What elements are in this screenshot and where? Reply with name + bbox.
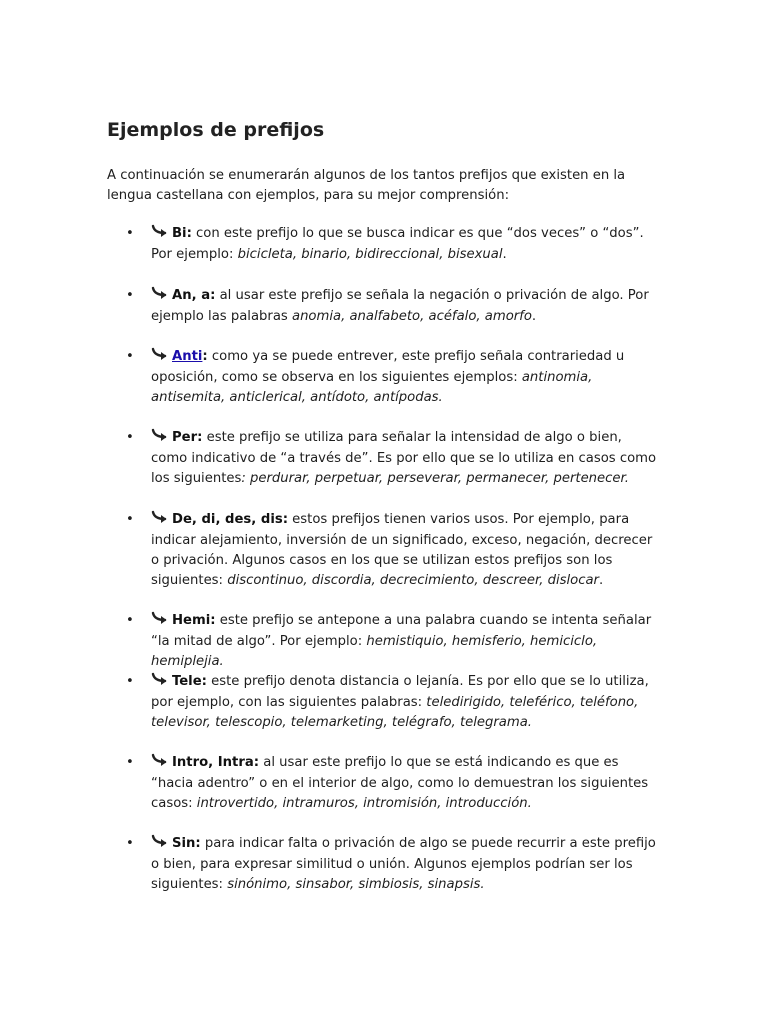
prefix-examples: introvertido, intramuros, intromisión, introducción.: [196, 796, 532, 811]
prefix-examples: discontinuo, discordia, decrecimiento, descreer, dislocar: [227, 573, 599, 588]
sentence-end: .: [531, 309, 537, 324]
bullet-icon: •: [126, 512, 134, 527]
prefix-description: como ya se puede entrever, este prefijo señala contrariedad u oposición, como se observa en los siguientes ejemplos:: [151, 349, 625, 385]
prefix-description: este prefijo se utiliza para señalar la intensidad de algo o bien, como indicativo de “a través de”. Es por ello que se lo utiliza en casos como los siguientes: [151, 430, 657, 486]
prefix-term: Per:: [172, 430, 203, 445]
bullet-icon: •: [126, 613, 134, 628]
bullet-icon: •: [126, 755, 134, 770]
sentence-end: .: [502, 247, 507, 262]
list-item-text: [151, 286, 661, 327]
bullet-icon: •: [126, 674, 134, 689]
prefix-description: este prefijo se antepone a una palabra cuando se intenta señalar “la mitad de algo”. Por ejemplo:: [151, 613, 652, 649]
prefix-description: para indicar falta o privación de algo se puede recurrir a este prefijo o bien, para expresar similitud o unión. Algunos ejemplos podrían ser los siguientes:: [151, 836, 656, 892]
prefix-term: Intro, Intra:: [172, 755, 260, 770]
list-item-text: [151, 834, 661, 895]
prefix-examples: sinónimo, sinsabor, simbiosis, sinapsis.: [227, 877, 485, 892]
prefix-examples: hemistiquio, hemisferio, hemiciclo, hemiplejia.: [151, 634, 598, 669]
prefix-examples: bicicleta, binario, bidireccional, bisexual: [237, 247, 503, 262]
prefix-examples: anomia, analfabeto, acéfalo, amorfo: [291, 309, 532, 324]
curved-arrow-icon: [151, 428, 171, 449]
prefix-examples: : perdurar, perpetuar, perseverar, permanecer, pertenecer.: [241, 471, 629, 486]
curved-arrow-icon: [151, 611, 171, 632]
page-title: Ejemplos de prefijos: [107, 119, 325, 141]
prefix-description: al usar este prefijo se señala la negación o privación de algo. Por ejemplo las palabras: [151, 288, 649, 324]
prefix-term: Sin:: [172, 836, 201, 851]
list-item-text: [151, 347, 661, 408]
bullet-icon: •: [126, 288, 134, 303]
bullet-icon: •: [126, 836, 134, 851]
list-item-text: [151, 672, 661, 733]
curved-arrow-icon: [151, 834, 171, 855]
curved-arrow-icon: [151, 753, 171, 774]
curved-arrow-icon: [151, 510, 171, 531]
prefix-term: De, di, des, dis:: [172, 512, 288, 527]
prefix-description: estos prefijos tienen varios usos. Por ejemplo, para indicar alejamiento, inversión de un significado, exceso, negación, decrecer o privación. Algunos casos en los que se utilizan estos prefijos son los siguientes:: [151, 512, 653, 588]
intro-paragraph: A continuación se enumerarán algunos de los tantos prefijos que existen en la lengua castellana con ejemplos, para su mejor comprensión:: [107, 168, 626, 203]
curved-arrow-icon: [151, 347, 171, 368]
curved-arrow-icon: [151, 224, 171, 245]
list-item-text: [151, 224, 661, 265]
anti-link[interactable]: Anti: [172, 349, 203, 364]
prefix-examples: teledirigido, teleférico, teléfono, televisor, telescopio, telemarketing, telégrafo, telegrama.: [151, 695, 639, 730]
bullet-icon: •: [126, 349, 134, 364]
prefix-description: con este prefijo lo que se busca indicar es que “dos veces” o “dos”. Por ejemplo:: [151, 226, 644, 262]
curved-arrow-icon: [151, 672, 171, 693]
prefix-term: Bi:: [172, 226, 192, 241]
list-item-text: [151, 753, 661, 814]
list-item-text: [151, 510, 661, 591]
bullet-icon: •: [126, 430, 134, 445]
list-item-text: [151, 611, 661, 672]
list-item-text: [151, 428, 661, 489]
prefix-term: An, a:: [172, 288, 216, 303]
prefix-description: este prefijo denota distancia o lejanía. Es por ello que se lo utiliza, por ejemplo, con las siguientes palabras:: [151, 674, 649, 710]
prefix-term: Tele:: [172, 674, 207, 689]
curved-arrow-icon: [151, 286, 171, 307]
prefix-description: al usar este prefijo lo que se está indicando es que es “hacia adentro” o en el interior de algo, como lo demuestran los siguientes casos:: [151, 755, 649, 811]
prefix-term: Hemi:: [172, 613, 216, 628]
prefix-colon: :: [202, 349, 208, 364]
sentence-end: .: [598, 573, 604, 588]
bullet-icon: •: [126, 226, 134, 241]
prefix-examples: antinomia, antisemita, anticlerical, antídoto, antípodas.: [151, 370, 593, 405]
